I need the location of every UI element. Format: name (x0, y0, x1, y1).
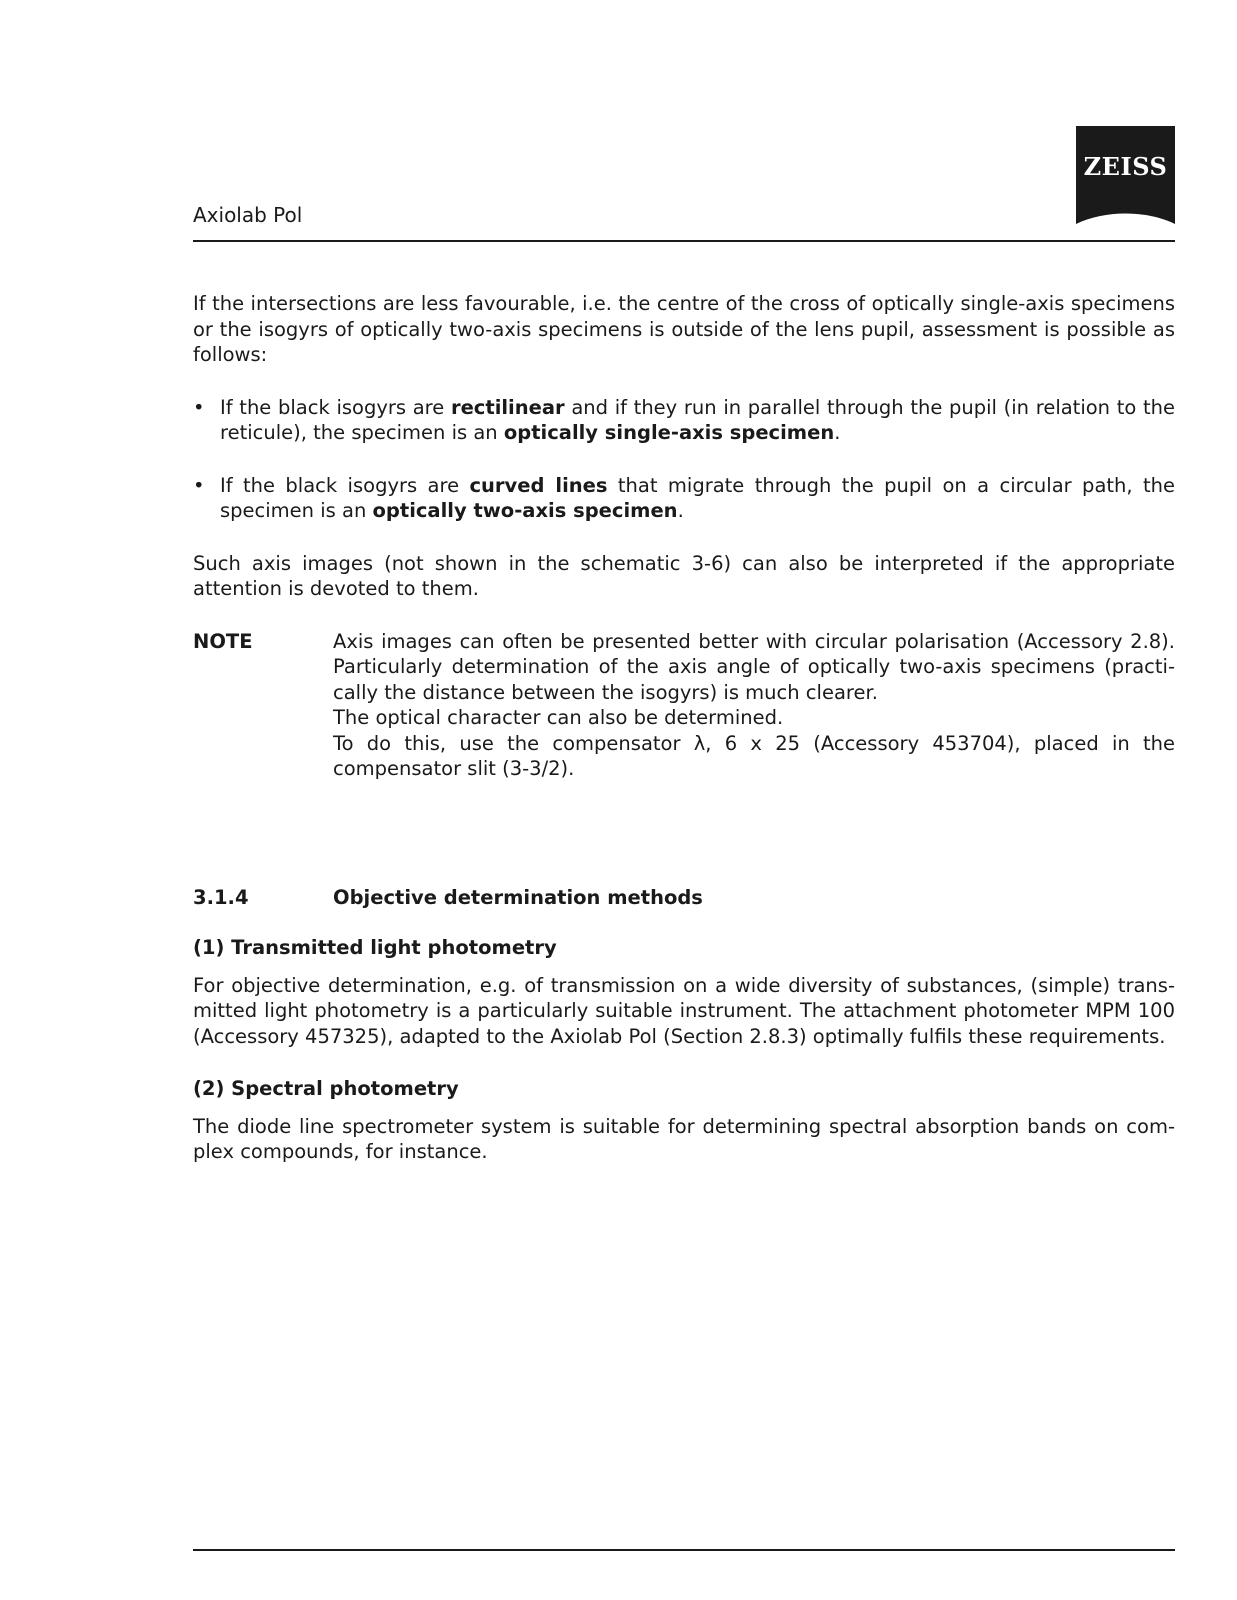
section-number: 3.1.4 (193, 885, 249, 909)
subsection-heading: (1) Transmitted light photometry (193, 936, 557, 959)
subsection-heading: (2) Spectral photometry (193, 1077, 459, 1100)
bullet-icon: • (193, 395, 205, 419)
bullet-icon: • (193, 473, 205, 497)
zeiss-logo (1076, 126, 1175, 224)
intro-paragraph: If the intersections are less favourable, i.e. the centre of the cross of optically single-axis specimens or the isogyrs of optically two-axis specimens is outside of the lens pupil, assessment is possible as follows: (193, 292, 1175, 366)
zeiss-logo-text: ZEISS (1083, 152, 1168, 181)
note-text: The optical character can also be determined. (333, 706, 784, 729)
running-header: Axiolab Pol (193, 203, 303, 227)
paragraph: For objective determination, e.g. of transmission on a wide diversity of substances, (simple) transmitted light photometry is a particularly suitable instrument. The attachment photometer MPM 100 (Accessory 457325), adapted to the Axiolab Pol (Section 2.8.3) optimally fulfils these requirements. (193, 973, 1175, 1048)
paragraph: Such axis images (not shown in the schematic 3-6) can also be interpreted if the appropriate attention is devoted to them. (193, 551, 1175, 600)
section-heading (193, 885, 1175, 911)
paragraph: The diode line spectrometer system is suitable for determining spectral absorption bands on complex compounds, for instance. (193, 1114, 1175, 1163)
section-title: Objective determination methods (333, 885, 703, 909)
note-text: To do this, use the compensator λ, 6 x 25 (Accessory 453704), placed in the compensator slit (3-3/2). (333, 731, 1175, 780)
emphasis: optically single-axis specimen (503, 421, 835, 444)
emphasis: curved lines (469, 473, 608, 497)
emphasis: rectilinear (450, 395, 565, 419)
header-divider (193, 240, 1175, 242)
footer-divider (193, 1549, 1175, 1551)
list-item: • If the black isogyrs are curved lines that migrate through the pupil on a circular path, the specimen is an optically two-axis specimen. (193, 473, 1175, 522)
list-item: • If the black isogyrs are rectilinear and if they run in parallel through the pupil (in relation to the reticule), the specimen is an optically single-axis specimen. (193, 395, 1175, 444)
note-block (193, 629, 1175, 782)
note-text: Axis images can often be presented better with circular polarisation (Accessory 2.8). Particularly determination of the axis angle of optically two-axis specimens (practically the distance between the isogyrs) is much clearer. (333, 629, 1175, 704)
note-body (333, 629, 1175, 782)
emphasis: optically two-axis specimen (372, 499, 678, 522)
main-content (193, 291, 1175, 1165)
note-label: NOTE (193, 629, 253, 653)
